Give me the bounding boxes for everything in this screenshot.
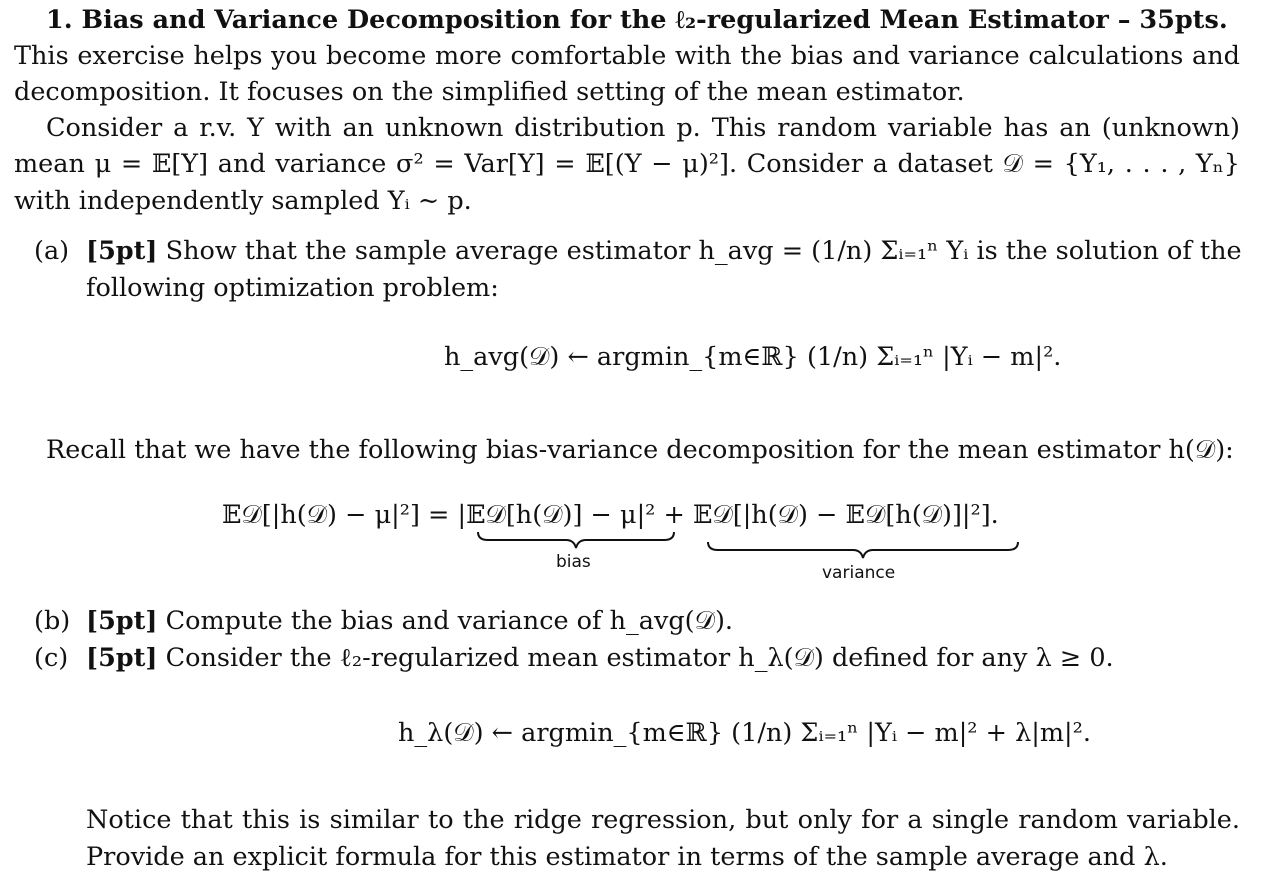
recall-text: Recall that we have the following bias-variance decomposition for the mean estimator h(𝒟): — [46, 435, 1234, 465]
part-c-text: Consider the ℓ₂-regularized mean estimator h_λ(𝒟) defined for any λ ≥ 0. — [165, 643, 1114, 673]
equation-a: h_avg(𝒟) ← argmin_{m∈ℝ} (1/n) Σᵢ₌₁ⁿ |Yᵢ − m|². — [444, 342, 1062, 372]
consider-line-3: with independently sampled Yᵢ ∼ p. — [14, 186, 472, 216]
part-a-label: (a) — [34, 236, 70, 266]
part-b-text: Compute the bias and variance of h_avg(𝒟). — [165, 606, 734, 636]
part-c-points: [5pt] — [86, 643, 158, 673]
problem-number: 1. — [46, 5, 73, 35]
part-a-text: Show that the sample average estimator h_avg = (1/n) Σᵢ₌₁ⁿ Yᵢ is the solution of the — [165, 236, 1242, 266]
problem-heading — [46, 2, 1228, 38]
equation-c: h_λ(𝒟) ← argmin_{m∈ℝ} (1/n) Σᵢ₌₁ⁿ |Yᵢ − m|² + λ|m|². — [398, 718, 1091, 748]
part-c-line — [86, 640, 1114, 676]
variance-label: variance — [822, 563, 896, 583]
notice-line-1: Notice that this is similar to the ridge regression, but only for a single random variable. — [86, 805, 1240, 835]
consider-line-1: Consider a r.v. Y with an unknown distribution p. This random variable has an (unknown) — [46, 113, 1240, 143]
intro-line-2: decomposition. It focuses on the simplified setting of the mean estimator. — [14, 77, 965, 107]
part-b-label: (b) — [34, 606, 71, 636]
variance-underbrace — [706, 540, 1020, 560]
bias-label: bias — [556, 552, 591, 572]
part-b-points: [5pt] — [86, 606, 158, 636]
part-c-label: (c) — [34, 643, 69, 673]
part-a-line-2: following optimization problem: — [86, 273, 499, 303]
part-a-points: [5pt] — [86, 236, 158, 266]
bias-underbrace — [476, 530, 676, 550]
part-b-line — [86, 603, 733, 639]
intro-line-1: This exercise helps you become more comfortable with the bias and variance calculations and — [14, 41, 1240, 71]
consider-line-2: mean μ = 𝔼[Y] and variance σ² = Var[Y] = 𝔼[(Y − μ)²]. Consider a dataset 𝒟 = {Y₁, . . . , Yₙ} — [14, 149, 1240, 179]
part-a-line-1 — [86, 233, 1240, 269]
notice-line-2: Provide an explicit formula for this estimator in terms of the sample average and λ. — [86, 842, 1168, 872]
bias-variance-equation: 𝔼𝒟[|h(𝒟) − μ|²] = |𝔼𝒟[h(𝒟)] − μ|² + 𝔼𝒟[|h(𝒟) − 𝔼𝒟[h(𝒟)]|²]. — [222, 500, 999, 530]
problem-title: Bias and Variance Decomposition for the ℓ₂-regularized Mean Estimator – 35pts. — [81, 5, 1228, 35]
